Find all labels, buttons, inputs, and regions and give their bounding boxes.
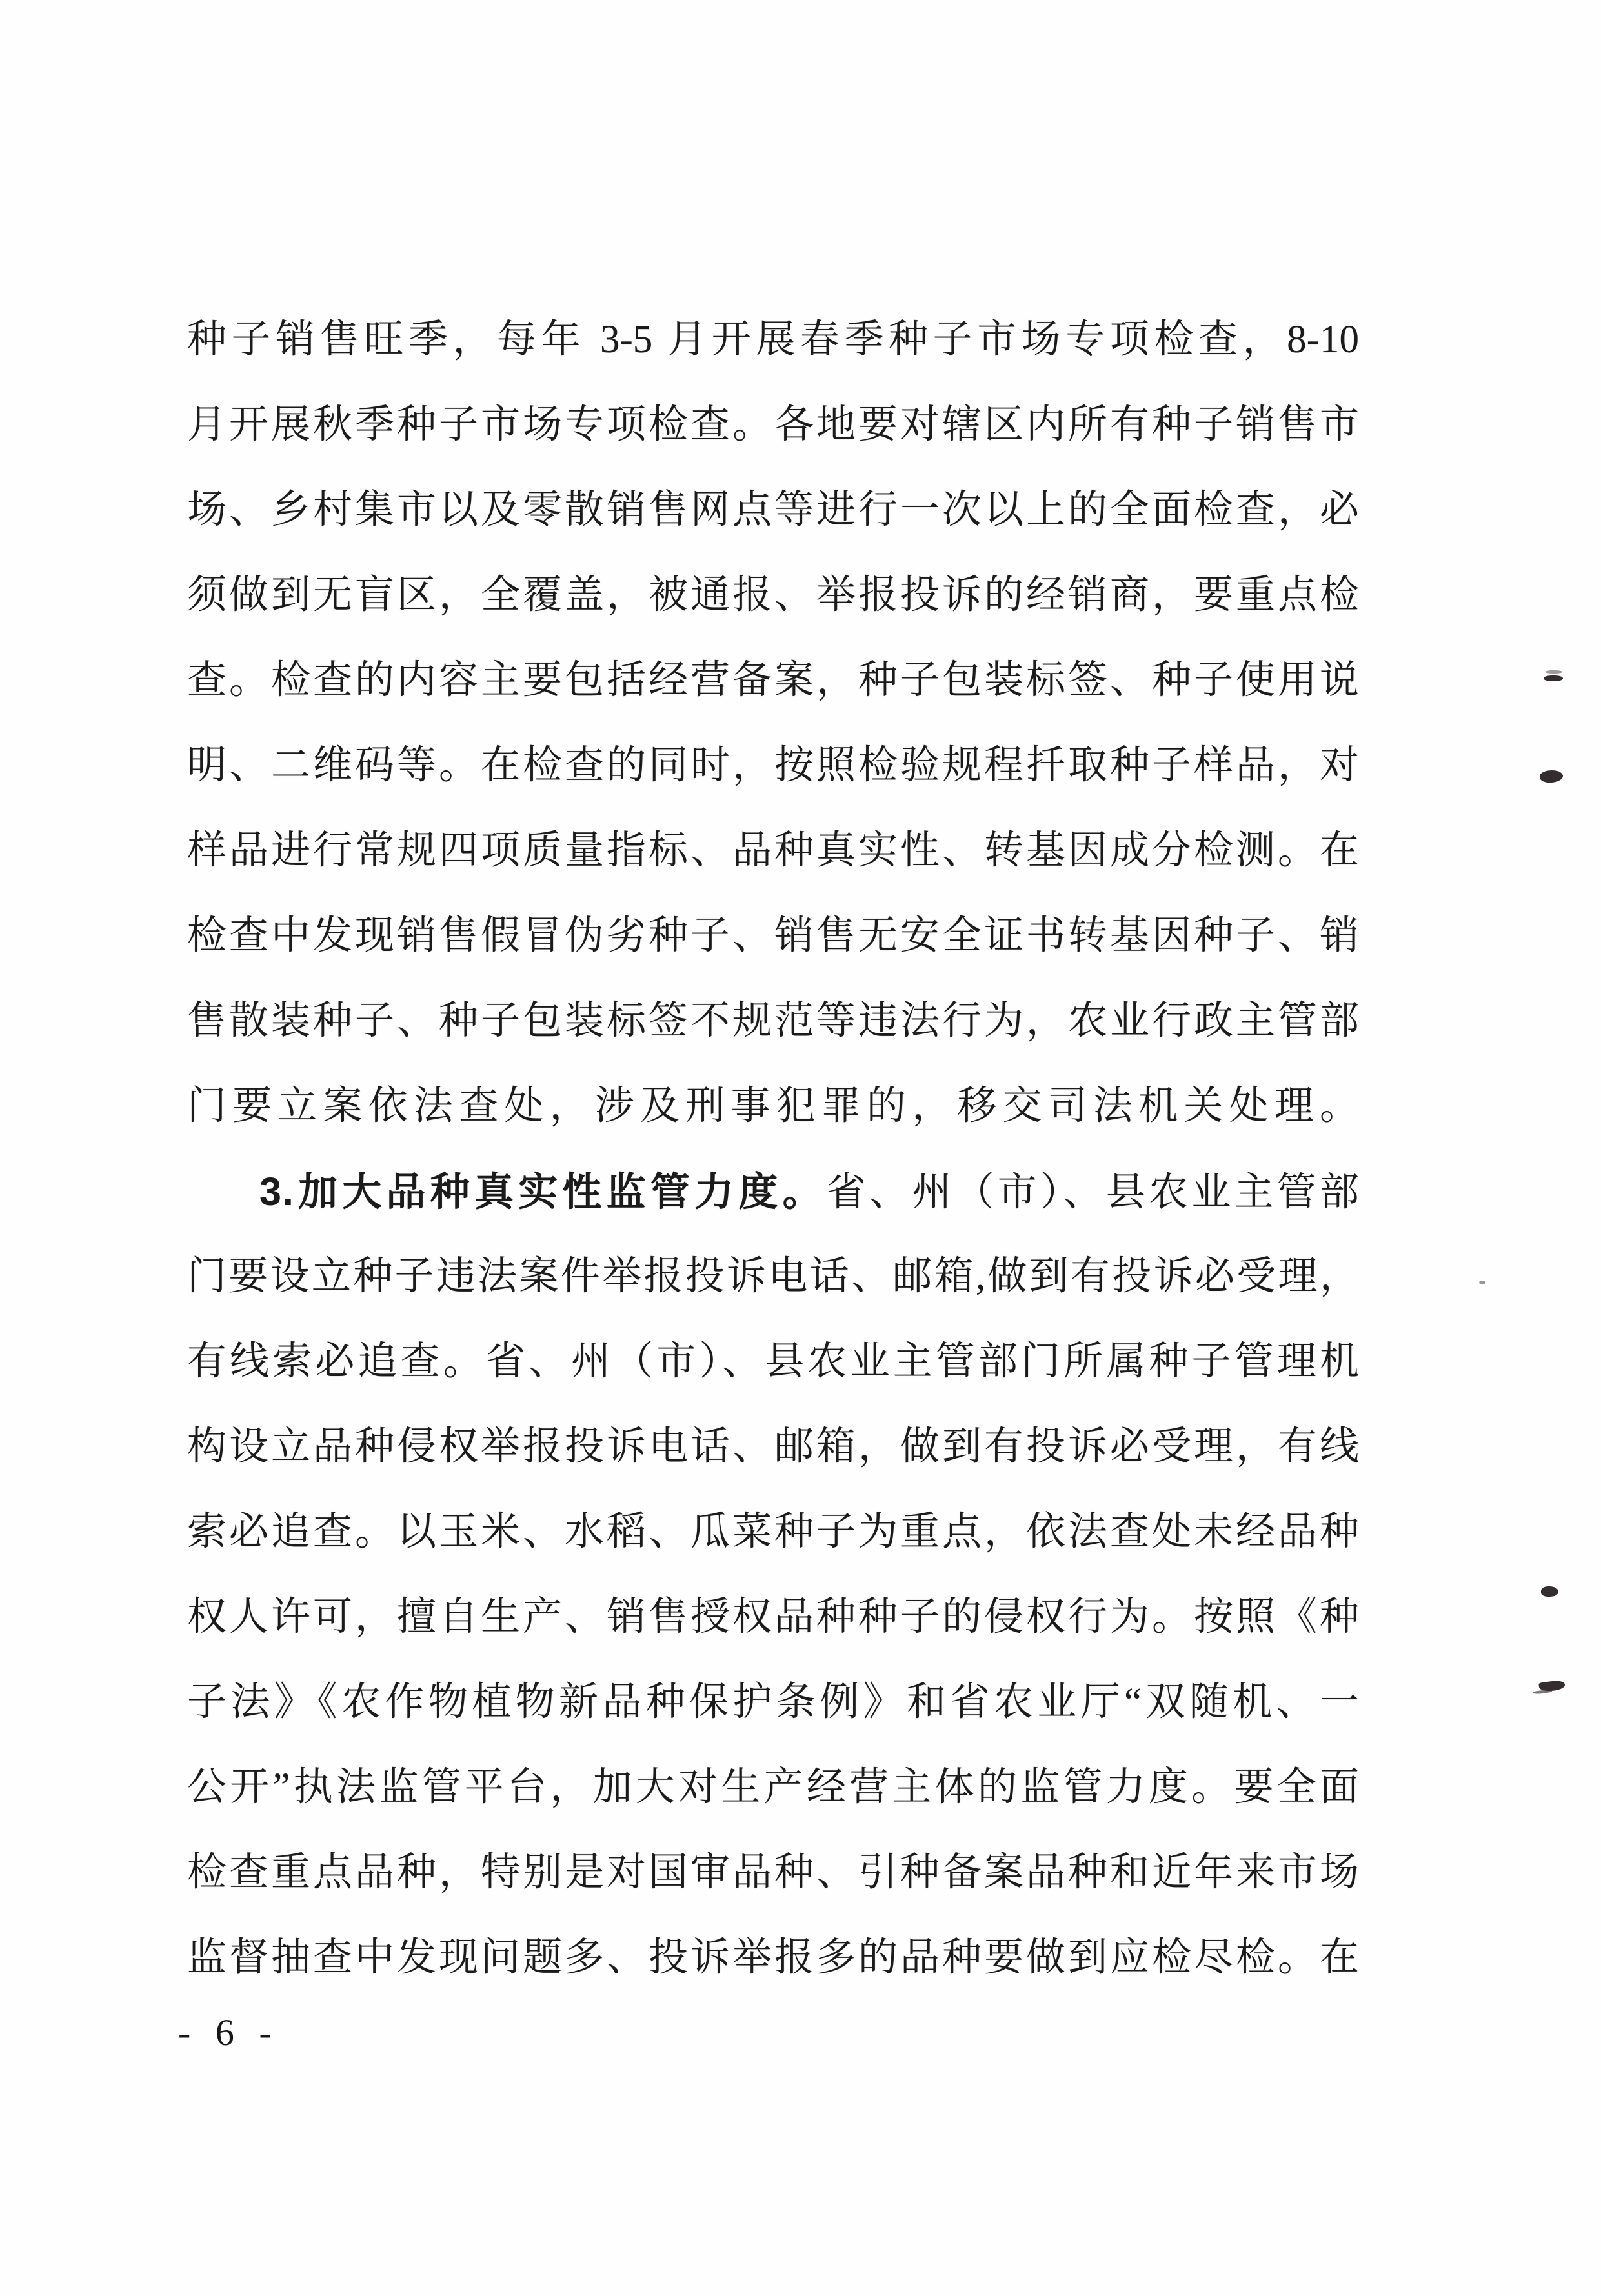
text-line: 有线索必追查。省、州（市）、县农业主管部门所属种子管理机 [187,1340,1359,1383]
text-line: 售散装种子、种子包装标签不规范等违法行为，农业行政主管部 [187,999,1359,1043]
text-line: 样品进行常规四项质量指标、品种真实性、转基因成分检测。在 [187,829,1359,872]
ink-smudge-mark [1539,769,1564,784]
text-line: 种子销售旺季，每年 3-5 月开展春季种子市场专项检查，8-10 [187,318,1359,361]
text-line: 权人许可，擅自生产、销售授权品种种子的侵权行为。按照《种 [187,1595,1359,1639]
ink-smudge-mark [1538,1679,1566,1692]
text-line: 构设立品种侵权举报投诉电话、邮箱，做到有投诉必受理，有线 [187,1425,1359,1468]
text-line: 检查中发现销售假冒伪劣种子、销售无安全证书转基因种子、销 [187,914,1359,957]
heading-bold-text: 3.加大品种真实性监管力度。 [259,1170,827,1213]
text-line: 门要设立种子违法案件举报投诉电话、邮箱,做到有投诉必受理， [187,1255,1359,1298]
page-number: - 6 - [178,2011,279,2053]
text-line: 查。检查的内容主要包括经营备案，种子包装标签、种子使用说 [187,659,1359,702]
text-block [187,297,1359,2001]
paragraph-heading-line [187,1149,1359,1234]
text-line: 公开”执法监管平台，加大对生产经营主体的监管力度。要全面 [187,1766,1359,1809]
heading-following-text: 省、州（市）、县农业主管部 [826,1171,1359,1214]
text-line: 索必追查。以玉米、水稻、瓜菜种子为重点，依法查处未经品种 [187,1510,1359,1553]
text-line: 门要立案依法查处，涉及刑事犯罪的，移交司法机关处理。 [187,1084,1359,1128]
text-line: 明、二维码等。在检查的同时，按照检验规程扦取种子样品，对 [187,744,1359,787]
text-line: 场、乡村集市以及零散销售网点等进行一次以上的全面检查，必 [187,488,1359,532]
text-line: 监督抽查中发现问题多、投诉举报多的品种要做到应检尽检。在 [187,1936,1359,1979]
text-line: 须做到无盲区，全覆盖，被通报、举报投诉的经销商，要重点检 [187,574,1359,617]
text-line: 检查重点品种，特别是对国审品种、引种备案品种和近年来市场 [187,1851,1359,1894]
text-line: 月开展秋季种子市场专项检查。各地要对辖区内所有种子销售市 [187,403,1359,446]
ink-smudge-mark [1541,1586,1558,1597]
ink-speck-mark [1479,1281,1485,1284]
text-line: 子法》《农作物植物新品种保护条例》和省农业厅“双随机、一 [187,1681,1359,1724]
ink-smudge-mark [1544,675,1563,681]
